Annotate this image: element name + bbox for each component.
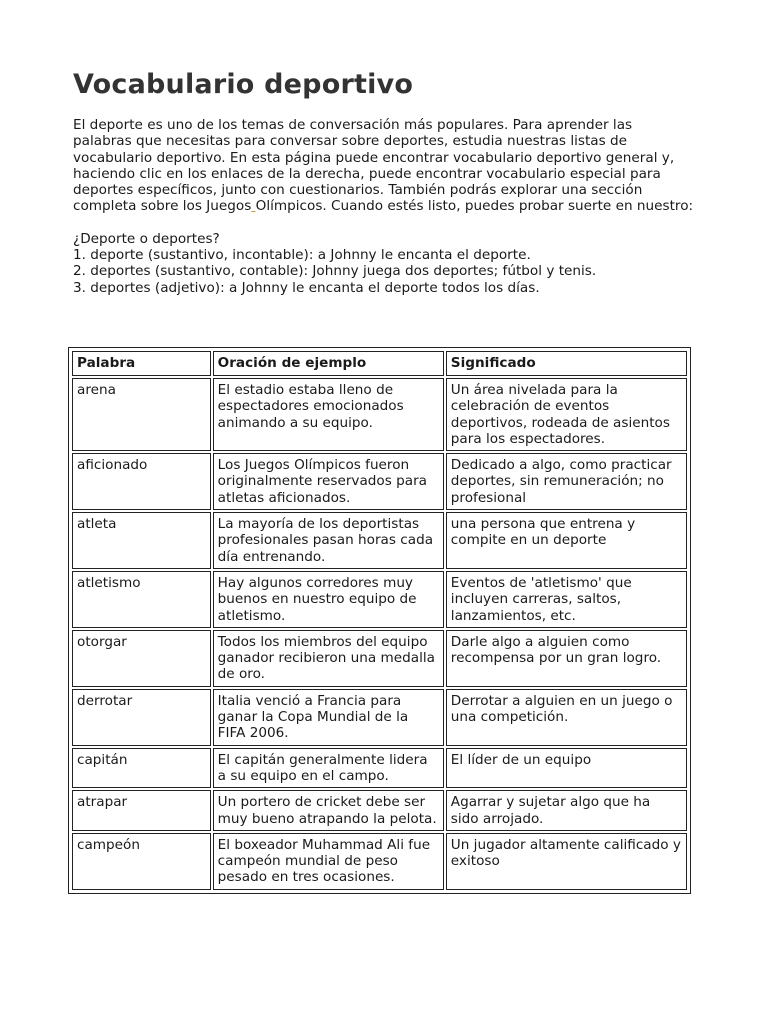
cell-word: atletismo [72,571,211,628]
table-row [72,748,687,789]
cell-example: La mayoría de los deportistas profesionales pasan horas cada día entrenando. [213,512,444,569]
document-body [73,68,695,296]
column-header-meaning: Significado [446,351,687,376]
usage-item: 1. deporte (sustantivo, incontable): a Johnny le encanta el deporte. [73,247,531,264]
cell-word: otorgar [72,630,211,687]
cell-word: atleta [72,512,211,569]
cell-meaning: Darle algo a alguien como recompensa por un gran logro. [446,630,687,687]
cell-meaning: El líder de un equipo [446,748,687,789]
cell-example: Italia venció a Francia para ganar la Copa Mundial de la FIFA 2006. [213,689,444,746]
intro-text: El deporte es uno de los temas de conversación más populares. Para aprender las palabras que necesitas para conversar sobre deportes, estudia nuestras listas de vocabulario deportivo. En esta página puede encontrar vocabulario deportivo general y, haciendo clic en los enlaces de la derecha, puede encontrar vocabulario especial para deportes específicos, junto con cuestionarios. También podrás explorar una sección completa sobre los Juegos [73,117,675,215]
table-row [72,630,687,687]
cell-word: aficionado [72,453,211,510]
cell-word: arena [72,378,211,451]
cell-example: Todos los miembros del equipo ganador recibieron una medalla de oro. [213,630,444,687]
cell-example: El estadio estaba lleno de espectadores emocionados animando a su equipo. [213,378,444,451]
cell-example: El capitán generalmente lidera a su equipo en el campo. [213,748,444,789]
column-header-example: Oración de ejemplo [213,351,444,376]
cell-meaning: Un área nivelada para la celebración de eventos deportivos, rodeada de asientos para los espectadores. [446,378,687,451]
table-row [72,689,687,746]
cell-meaning: Agarrar y sujetar algo que ha sido arrojado. [446,790,687,831]
cell-word: capitán [72,748,211,789]
vocabulary-table-frame [68,347,691,894]
cell-word: atrapar [72,790,211,831]
table-row [72,378,687,451]
cell-meaning: Eventos de 'atletismo' que incluyen carreras, saltos, lanzamientos, etc. [446,571,687,628]
cell-meaning: Dedicado a algo, como practicar deportes, sin remuneración; no profesional [446,453,687,510]
usage-item: 3. deportes (adjetivo): a Johnny le encanta el deporte todos los días. [73,279,540,296]
cell-example: El boxeador Muhammad Ali fue campeón mundial de peso pesado en tres ocasiones. [213,833,444,890]
page-title: Vocabulario deportivo [73,69,414,100]
table-row [72,453,687,510]
cell-word: derrotar [72,689,211,746]
cell-meaning: una persona que entrena y compite en un deporte [446,512,687,569]
cell-meaning: Un jugador altamente calificado y exitoso [446,833,687,890]
table-header-row [72,351,687,376]
cell-example: Los Juegos Olímpicos fueron originalmente reservados para atletas aficionados. [213,453,444,510]
cell-meaning: Derrotar a alguien en un juego o una competición. [446,689,687,746]
usage-notes [73,231,695,296]
usage-item: 2. deportes (sustantivo, contable): Johnny juega dos deportes; fútbol y tenis. [73,263,597,280]
vocabulary-table [70,349,689,892]
cell-word: campeón [72,833,211,890]
cell-example: Un portero de cricket debe ser muy bueno atrapando la pelota. [213,790,444,831]
intro-paragraph [73,117,695,215]
table-row [72,833,687,890]
table-row [72,790,687,831]
table-row [72,512,687,569]
intro-text-continued: Olímpicos. Cuando estés listo, puedes probar suerte en nuestro: [255,198,694,215]
column-header-word: Palabra [72,351,211,376]
usage-question: ¿Deporte o deportes? [73,230,220,247]
cell-example: Hay algunos corredores muy buenos en nuestro equipo de atletismo. [213,571,444,628]
table-row [72,571,687,628]
